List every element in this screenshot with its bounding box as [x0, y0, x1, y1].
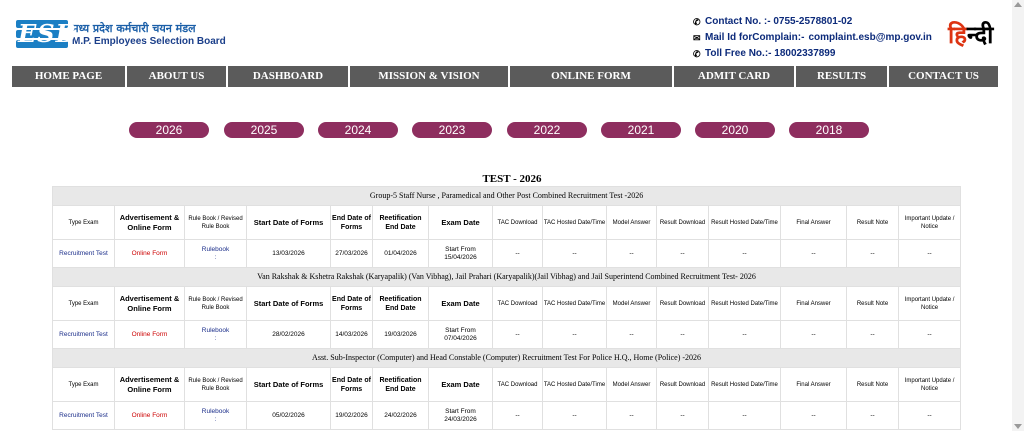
column-header: Rule Book / Revised Rule Book: [185, 206, 247, 240]
column-header: Start Date of Forms: [247, 368, 331, 402]
column-header: Result Note: [847, 368, 899, 402]
column-header: Model Answer: [607, 287, 657, 321]
empty-cell: --: [899, 321, 961, 349]
column-header: Rule Book / Revised Rule Book: [185, 368, 247, 402]
column-header: Result Download: [657, 368, 709, 402]
empty-cell: --: [657, 321, 709, 349]
column-header: Result Download: [657, 206, 709, 240]
empty-cell: --: [607, 402, 657, 430]
esb-logo-letters: ESB: [18, 19, 77, 48]
end-date: 14/03/2026: [331, 321, 373, 349]
empty-cell: --: [847, 402, 899, 430]
empty-cell: --: [543, 240, 607, 268]
exam-type-link[interactable]: Recruitment Test: [53, 321, 115, 349]
nav-about[interactable]: ABOUT US: [127, 66, 228, 87]
esb-logo[interactable]: [16, 20, 226, 48]
nav-contact[interactable]: CONTACT US: [908, 70, 979, 82]
column-header: Result Note: [847, 287, 899, 321]
recruitment-table: [52, 186, 960, 430]
year-tabs: [0, 122, 1024, 138]
esb-logo-mark: [16, 19, 77, 48]
year-tab-2022[interactable]: 2022: [507, 122, 587, 138]
end-date: 19/02/2026: [331, 402, 373, 430]
table-row: [53, 321, 961, 349]
column-header: Final Answer: [781, 368, 847, 402]
nav-mission[interactable]: MISSION & VISION: [350, 66, 510, 87]
empty-cell: --: [607, 321, 657, 349]
table-header-row: [53, 206, 961, 240]
start-date: 13/03/2026: [247, 240, 331, 268]
column-header: Result Hosted Date/Time: [709, 206, 781, 240]
section-title: Group-5 Staff Nurse , Paramedical and Other Post Combined Recruitment Test -2026: [53, 187, 961, 206]
main-nav: [12, 66, 998, 87]
column-header: Start Date of Forms: [247, 206, 331, 240]
nav-results[interactable]: RESULTS: [796, 66, 889, 87]
column-header: TAC Download: [493, 368, 543, 402]
column-header: Advertisement & Online Form: [115, 368, 185, 402]
column-header: Exam Date: [429, 206, 493, 240]
column-header: TAC Download: [493, 287, 543, 321]
column-header: TAC Download: [493, 206, 543, 240]
empty-cell: --: [607, 240, 657, 268]
column-header: Reetification End Date: [373, 206, 429, 240]
empty-cell: --: [493, 321, 543, 349]
mail-label: Mail Id forComplain:-: [705, 32, 805, 43]
column-header: TAC Hosted Date/Time: [543, 206, 607, 240]
column-header: Exam Date: [429, 287, 493, 321]
column-header: Rule Book / Revised Rule Book: [185, 287, 247, 321]
column-header: Final Answer: [781, 206, 847, 240]
column-header: Advertisement & Online Form: [115, 206, 185, 240]
column-header: Type Exam: [53, 287, 115, 321]
column-header: TAC Hosted Date/Time: [543, 368, 607, 402]
tollfree-number: Toll Free No.:- 18002337899: [705, 48, 836, 59]
empty-cell: --: [493, 402, 543, 430]
column-header: End Date of Forms: [331, 206, 373, 240]
phone-icon: ✆: [693, 17, 701, 27]
nav-home[interactable]: HOME PAGE: [12, 66, 127, 87]
year-tab-2025[interactable]: 2025: [224, 122, 304, 138]
empty-cell: --: [543, 402, 607, 430]
scroll-down-arrow-icon[interactable]: [1014, 424, 1022, 429]
column-header: Result Note: [847, 206, 899, 240]
empty-cell: --: [847, 321, 899, 349]
contact-number: Contact No. :- 0755-2578801-02: [705, 16, 853, 27]
column-header: TAC Hosted Date/Time: [543, 287, 607, 321]
online-form-link[interactable]: Online Form: [115, 402, 185, 430]
phone-icon: ✆: [693, 49, 701, 59]
empty-cell: --: [709, 321, 781, 349]
column-header: Reetification End Date: [373, 368, 429, 402]
end-date: 27/03/2026: [331, 240, 373, 268]
column-header: Final Answer: [781, 287, 847, 321]
column-header: Important Update / Notice: [899, 368, 961, 402]
online-form-link[interactable]: Online Form: [115, 240, 185, 268]
nav-online-form[interactable]: ONLINE FORM: [510, 66, 674, 87]
column-header: End Date of Forms: [331, 368, 373, 402]
vertical-scrollbar[interactable]: [1012, 0, 1024, 431]
exam-date: Start From 15/04/2026: [429, 240, 493, 268]
mail-link[interactable]: complaint.esb@mp.gov.in: [808, 32, 932, 43]
hindi-language-link[interactable]: हिन्दी: [948, 20, 994, 49]
exam-date: Start From 24/03/2026: [429, 402, 493, 430]
section-title-row: [53, 187, 961, 206]
empty-cell: --: [781, 402, 847, 430]
section-title-row: [53, 349, 961, 368]
rulebook-link[interactable]: Rulebook :: [185, 240, 247, 268]
column-header: Important Update / Notice: [899, 287, 961, 321]
section-title: Van Rakshak & Kshetra Rakshak (Karyapalik) (Van Vibhag), Jail Prahari (Karyapalik)(Jail Vibhag) and Jail Superintend Combined Recruitment Test- 2026: [53, 268, 961, 287]
year-tab-2026[interactable]: 2026: [129, 122, 209, 138]
rulebook-link[interactable]: Rulebook :: [185, 402, 247, 430]
table-header-row: [53, 368, 961, 402]
empty-cell: --: [543, 321, 607, 349]
empty-cell: --: [847, 240, 899, 268]
year-tab-2021[interactable]: 2021: [601, 122, 681, 138]
section-title: Asst. Sub-Inspector (Computer) and Head Constable (Computer) Recruitment Test For Police H.Q., Home (Police) -2026: [53, 349, 961, 368]
column-header: Important Update / Notice: [899, 206, 961, 240]
column-header: Result Hosted Date/Time: [709, 368, 781, 402]
column-header: Reetification End Date: [373, 287, 429, 321]
column-header: Model Answer: [607, 206, 657, 240]
logo-hindi-text: मध्य प्रदेश कर्मचारी चयन मंडल: [72, 22, 196, 35]
column-header: Result Download: [657, 287, 709, 321]
empty-cell: --: [781, 240, 847, 268]
empty-cell: --: [657, 402, 709, 430]
empty-cell: --: [709, 402, 781, 430]
empty-cell: --: [781, 321, 847, 349]
column-header: Result Hosted Date/Time: [709, 287, 781, 321]
reetification-date: 19/03/2026: [373, 321, 429, 349]
start-date: 28/02/2026: [247, 321, 331, 349]
empty-cell: --: [657, 240, 709, 268]
mail-icon: ✉: [693, 33, 701, 43]
column-header: End Date of Forms: [331, 287, 373, 321]
column-header: Exam Date: [429, 368, 493, 402]
contact-info: [693, 14, 932, 62]
empty-cell: --: [899, 402, 961, 430]
empty-cell: --: [493, 240, 543, 268]
section-title-row: [53, 268, 961, 287]
empty-cell: --: [709, 240, 781, 268]
year-tab-2024[interactable]: 2024: [318, 122, 398, 138]
reetification-date: 24/02/2026: [373, 402, 429, 430]
year-tab-2018[interactable]: 2018: [789, 122, 869, 138]
table-header-row: [53, 287, 961, 321]
column-header: Model Answer: [607, 368, 657, 402]
nav-dashboard[interactable]: DASHBOARD: [228, 66, 350, 87]
scroll-up-arrow-icon[interactable]: [1014, 2, 1022, 7]
page-title: TEST - 2026: [482, 173, 542, 185]
table-row: [53, 240, 961, 268]
empty-cell: --: [899, 240, 961, 268]
reetification-date: 01/04/2026: [373, 240, 429, 268]
exam-type-link[interactable]: Recruitment Test: [53, 402, 115, 430]
online-form-link[interactable]: Online Form: [115, 321, 185, 349]
column-header: Advertisement & Online Form: [115, 287, 185, 321]
table-row: [53, 402, 961, 430]
site-header: [0, 0, 1024, 64]
column-header: Type Exam: [53, 206, 115, 240]
logo-english-text: M.P. Employees Selection Board: [72, 36, 226, 47]
nav-admit-card[interactable]: ADMIT CARD: [674, 66, 796, 87]
exam-date: Start From 07/04/2026: [429, 321, 493, 349]
year-tab-2020[interactable]: 2020: [695, 122, 775, 138]
year-tab-2023[interactable]: 2023: [412, 122, 492, 138]
exam-type-link[interactable]: Recruitment Test: [53, 240, 115, 268]
column-header: Type Exam: [53, 368, 115, 402]
rulebook-link[interactable]: Rulebook :: [185, 321, 247, 349]
column-header: Start Date of Forms: [247, 287, 331, 321]
start-date: 05/02/2026: [247, 402, 331, 430]
